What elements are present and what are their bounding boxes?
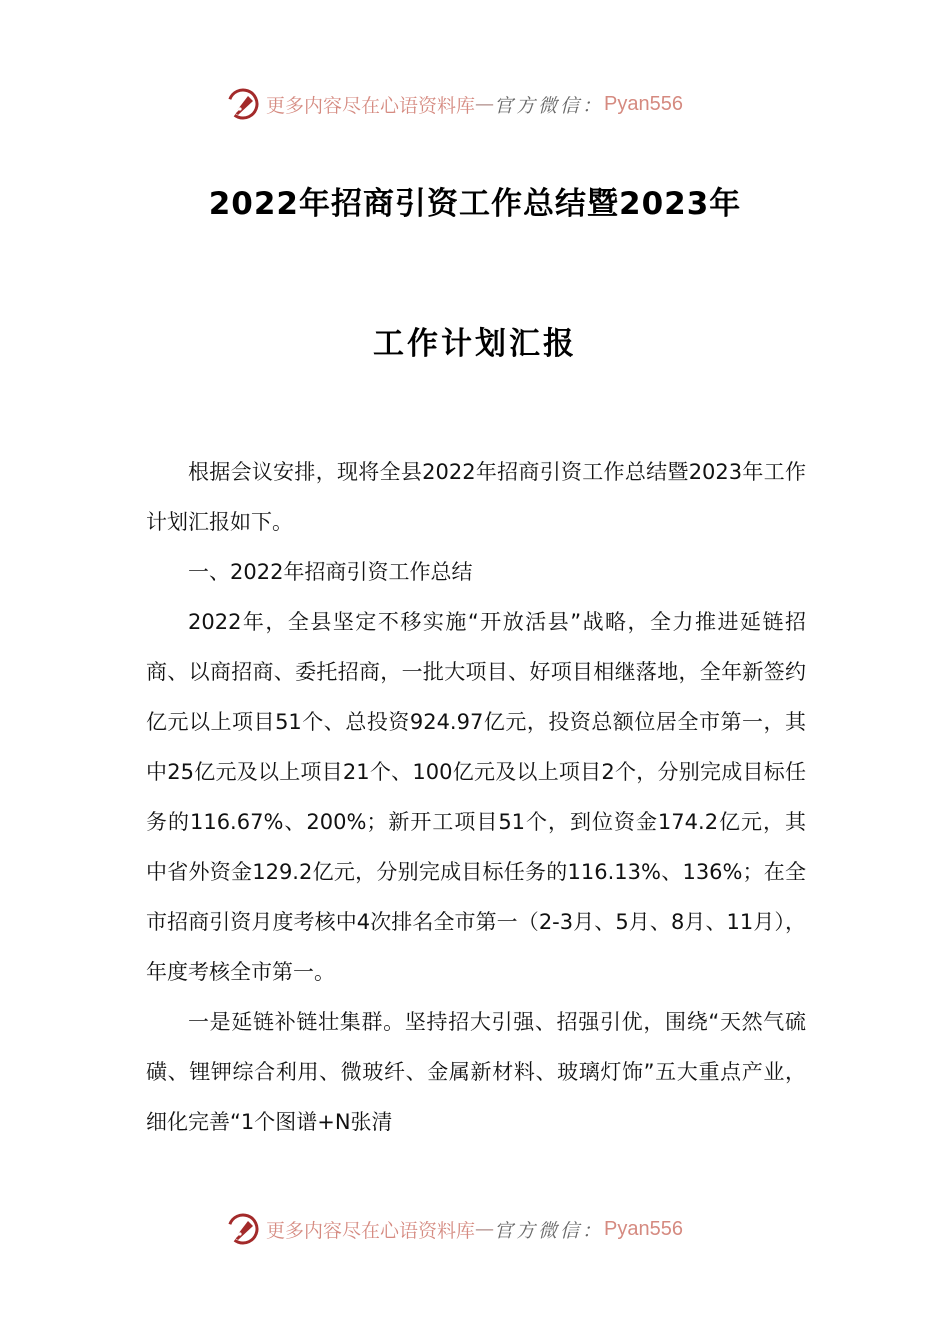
pen-nib-logo-icon	[226, 87, 260, 121]
document-body	[146, 447, 806, 1147]
document-title-line-1: 2022年招商引资工作总结暨2023年	[208, 186, 742, 222]
watermark-wechat-id: Pyan556	[604, 92, 683, 115]
intro-paragraph: 根据会议安排，现将全县2022年招商引资工作总结暨2023年工作计划汇报如下。	[146, 460, 806, 534]
watermark-main-text: 更多内容尽在心语资料库	[266, 1219, 476, 1242]
section-heading-1: 一、2022年招商引资工作总结	[188, 560, 473, 584]
watermark-official-label: 官方微信：	[494, 1219, 605, 1242]
summary-paragraph: 2022年，全县坚定不移实施“开放活县”战略，全力推进延链招商、以商招商、委托招商，一批大项目、好项目相继落地，全年新签约亿元以上项目51个、总投资924.97亿元，投资总额位居全市第一，其中25亿元及以上项目21个、100亿元及以上项目2个，分别完成目标任务的116.67%、200%；新开工项目51个，到位资金174.2亿元，其中省外资金129.2亿元，分别完成目标任务的116.13%、136%；在全市招商引资月度考核中4次排名全市第一（2-3月、5月、8月、11月），年度考核全市第一。	[146, 610, 806, 984]
document-title-line-2: 工作计划汇报	[373, 326, 577, 362]
pen-nib-logo-icon	[226, 1212, 260, 1246]
watermark-dash: —	[475, 93, 495, 115]
watermark-official-label: 官方微信：	[494, 94, 605, 117]
watermark-main-text: 更多内容尽在心语资料库	[266, 94, 476, 117]
watermark-dash: —	[475, 1218, 495, 1240]
header-watermark	[226, 83, 683, 125]
footer-watermark	[226, 1208, 683, 1250]
point-one-paragraph: 一是延链补链壮集群。坚持招大引强、招强引优，围绕“天然气硫磺、锂钾综合利用、微玻纤、金属新材料、玻璃灯饰”五大重点产业，细化完善“1个图谱+N张清	[146, 1010, 806, 1134]
watermark-wechat-id: Pyan556	[604, 1217, 683, 1240]
